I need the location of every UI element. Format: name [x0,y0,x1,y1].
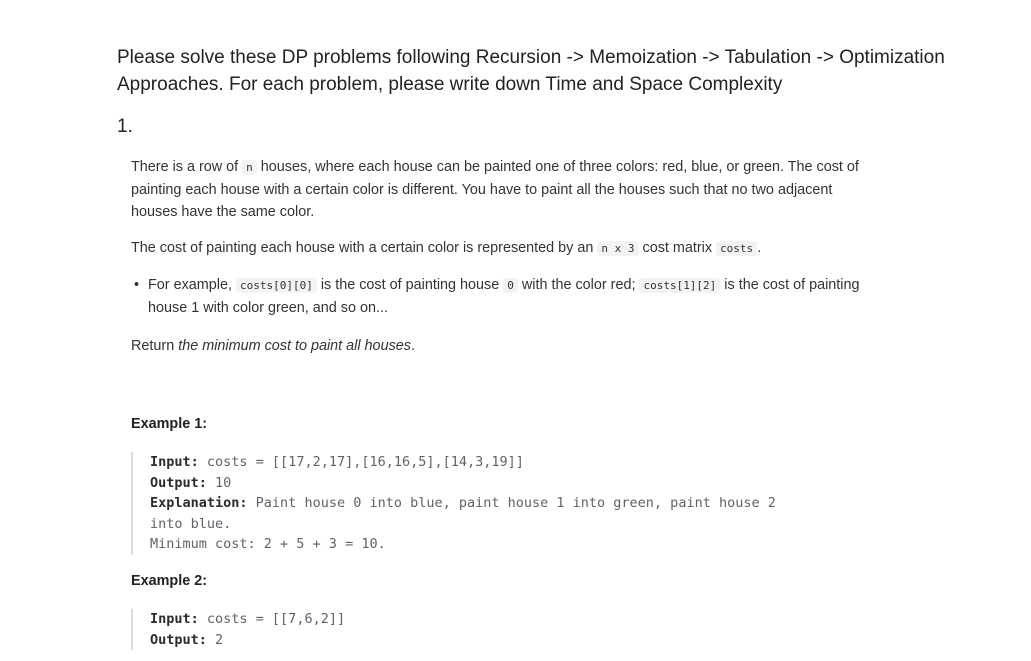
example-2-output [150,630,345,651]
inline-code: n [242,160,257,175]
value: Paint house 0 into blue, paint house 1 into green, paint house 2 [247,495,776,511]
label: Explanation: [150,495,248,511]
instructions [117,44,977,98]
text: is the cost of painting house 1 with color green, and so on... [148,277,860,316]
emphasis-text: the minimum cost to paint all houses [178,338,411,354]
inline-code: 0 [503,278,518,293]
label: Output: [150,631,207,648]
example-1-input [150,452,776,473]
example-1-minimum: Minimum cost: 2 + 5 + 3 = 10. [150,536,386,552]
text: There is a row of [131,159,243,175]
text: with the color red; [517,277,640,293]
example-2-block [131,609,345,650]
value: costs = [[17,2,17],[16,16,5],[14,3,19]] [198,454,524,470]
inline-code: costs[1][2] [639,278,720,293]
label: Output: [150,474,207,491]
example-1-explanation-cont: into blue. [150,515,232,532]
inline-code: costs [716,241,757,256]
instructions-line-1: Please solve these DP problems following Recursion -> Memoization -> Tabulation -> Optimization [117,47,945,68]
example-1-heading: Example 1: [131,416,207,432]
problem-paragraph-1 [131,156,871,223]
example-2-input [150,609,345,630]
example-bullet-list [131,274,871,319]
problem-number: 1. [117,116,133,137]
label: Input: [150,611,199,627]
example-1-explanation [150,493,776,514]
inline-code: costs[0][0] [236,278,317,293]
problem-statement [131,156,871,357]
problem-paragraph-3 [131,335,871,357]
label: Input: [150,454,199,470]
example-1-output [150,473,776,494]
list-item [148,274,871,319]
text: cost matrix [638,240,717,256]
instructions-line-2: Approaches. For each problem, please write down Time and Space Complexity [117,74,783,95]
text: . [410,338,415,354]
example-2-heading: Example 2: [131,573,207,589]
text: Return [131,338,179,354]
value: costs = [[7,6,2]] [198,611,346,627]
text: houses, where each house can be painted one of three colors: red, blue, or green. The cost of painting each house with a certain color is different. You have to paint all the houses such that no two adjacent houses have the same color. [131,159,859,220]
text: For example, [148,277,236,293]
inline-code: n x 3 [597,241,638,256]
value: 2 [206,631,224,648]
text: The cost of painting each house with a certain color is represented by an [131,240,598,256]
text: is the cost of painting house [316,277,504,293]
value: 10 [206,474,232,491]
example-1-block [131,452,776,555]
problem-paragraph-2 [131,237,871,260]
text: . [757,240,762,256]
